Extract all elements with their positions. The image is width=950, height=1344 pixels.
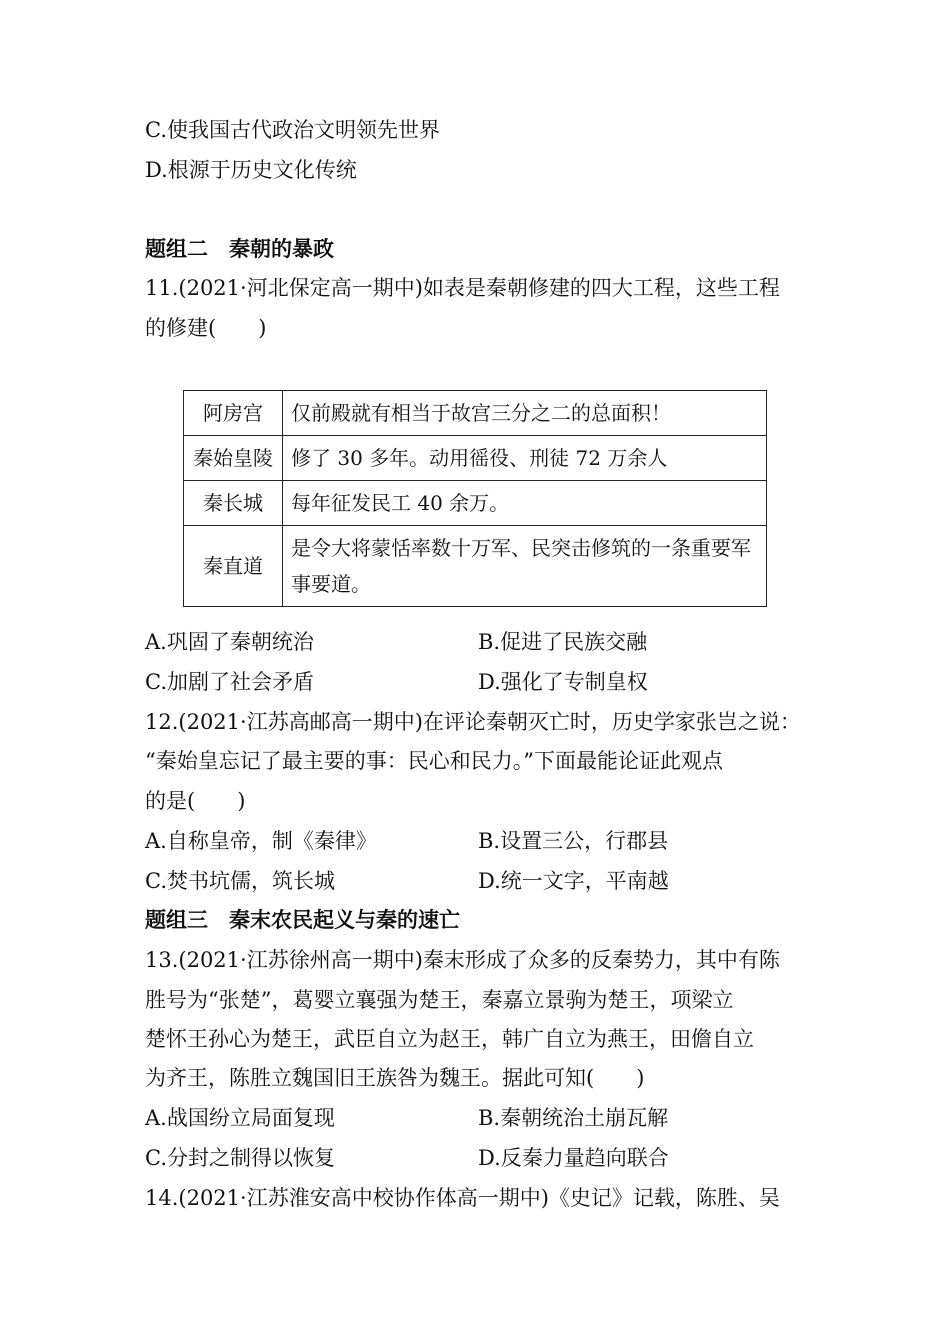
q12-option-b: B.设置三公，行郡县 (478, 829, 669, 853)
table-row (184, 526, 767, 607)
q13-stem-line1: 13.(2021·江苏徐州高一期中)秦末形成了众多的反秦势力，其中有陈 (145, 948, 780, 972)
table-row (184, 436, 767, 481)
q12-stem-line3: 的是( ) (145, 789, 246, 813)
project-desc: 每年征发民工 40 余万。 (283, 481, 767, 526)
q13-option-c: C.分封之制得以恢复 (145, 1146, 335, 1170)
q11-option-d: D.强化了专制皇权 (478, 670, 648, 694)
q13-option-d: D.反秦力量趋向联合 (478, 1146, 669, 1170)
q12-option-c: C.焚书坑儒，筑长城 (145, 869, 335, 893)
q13-stem-line4: 为齐王，陈胜立魏国旧王族咎为魏王。据此可知( ) (145, 1066, 645, 1090)
q11-option-c: C.加剧了社会矛盾 (145, 670, 314, 694)
q13-stem-line3: 楚怀王孙心为楚王，武臣自立为赵王，韩广自立为燕王，田儋自立 (145, 1027, 754, 1051)
q12-option-a: A.自称皇帝，制《秦律》 (145, 829, 377, 853)
q11-stem-line2: 的修建( ) (145, 316, 267, 340)
group3-heading: 题组三 秦末农民起义与秦的速亡 (145, 907, 460, 932)
q12-stem-line1: 12.(2021·江苏高邮高一期中)在评论秦朝灭亡时，历史学家张岂之说： (145, 710, 801, 734)
table-row (184, 391, 767, 436)
project-name: 秦始皇陵 (184, 436, 283, 481)
q11-stem-line1: 11.(2021·河北保定高一期中)如表是秦朝修建的四大工程，这些工程 (145, 276, 780, 300)
group2-heading: 题组二 秦朝的暴政 (145, 236, 334, 261)
q12-option-d: D.统一文字，平南越 (478, 869, 669, 893)
q14-stem-line1: 14.(2021·江苏淮安高中校协作体高一期中)《史记》记载，陈胜、吴 (145, 1186, 780, 1210)
q11-option-a: A.巩固了秦朝统治 (145, 630, 314, 654)
project-desc: 仅前殿就有相当于故宫三分之二的总面积！ (283, 391, 767, 436)
q13-option-b: B.秦朝统治土崩瓦解 (478, 1106, 669, 1130)
table-row (184, 481, 767, 526)
q13-option-a: A.战国纷立局面复现 (145, 1106, 335, 1130)
project-name: 秦长城 (184, 481, 283, 526)
project-desc: 修了 30 多年。动用徭役、刑徒 72 万余人 (283, 436, 767, 481)
q13-stem-line2: 胜号为“张楚”，葛婴立襄强为楚王，秦嘉立景驹为楚王，项梁立 (145, 988, 734, 1012)
prev-option-c: C.使我国古代政治文明领先世界 (145, 118, 440, 142)
q11-option-b: B.促进了民族交融 (478, 630, 648, 654)
project-name: 秦直道 (184, 526, 283, 607)
projects-table (183, 390, 767, 607)
project-desc: 是令大将蒙恬率数十万军、民突击修筑的一条重要军事要道。 (283, 526, 767, 607)
q12-stem-line2: “秦始皇忘记了最主要的事：民心和民力。”下面最能论证此观点 (145, 749, 723, 773)
prev-option-d: D.根源于历史文化传统 (145, 158, 357, 182)
project-name: 阿房宫 (184, 391, 283, 436)
